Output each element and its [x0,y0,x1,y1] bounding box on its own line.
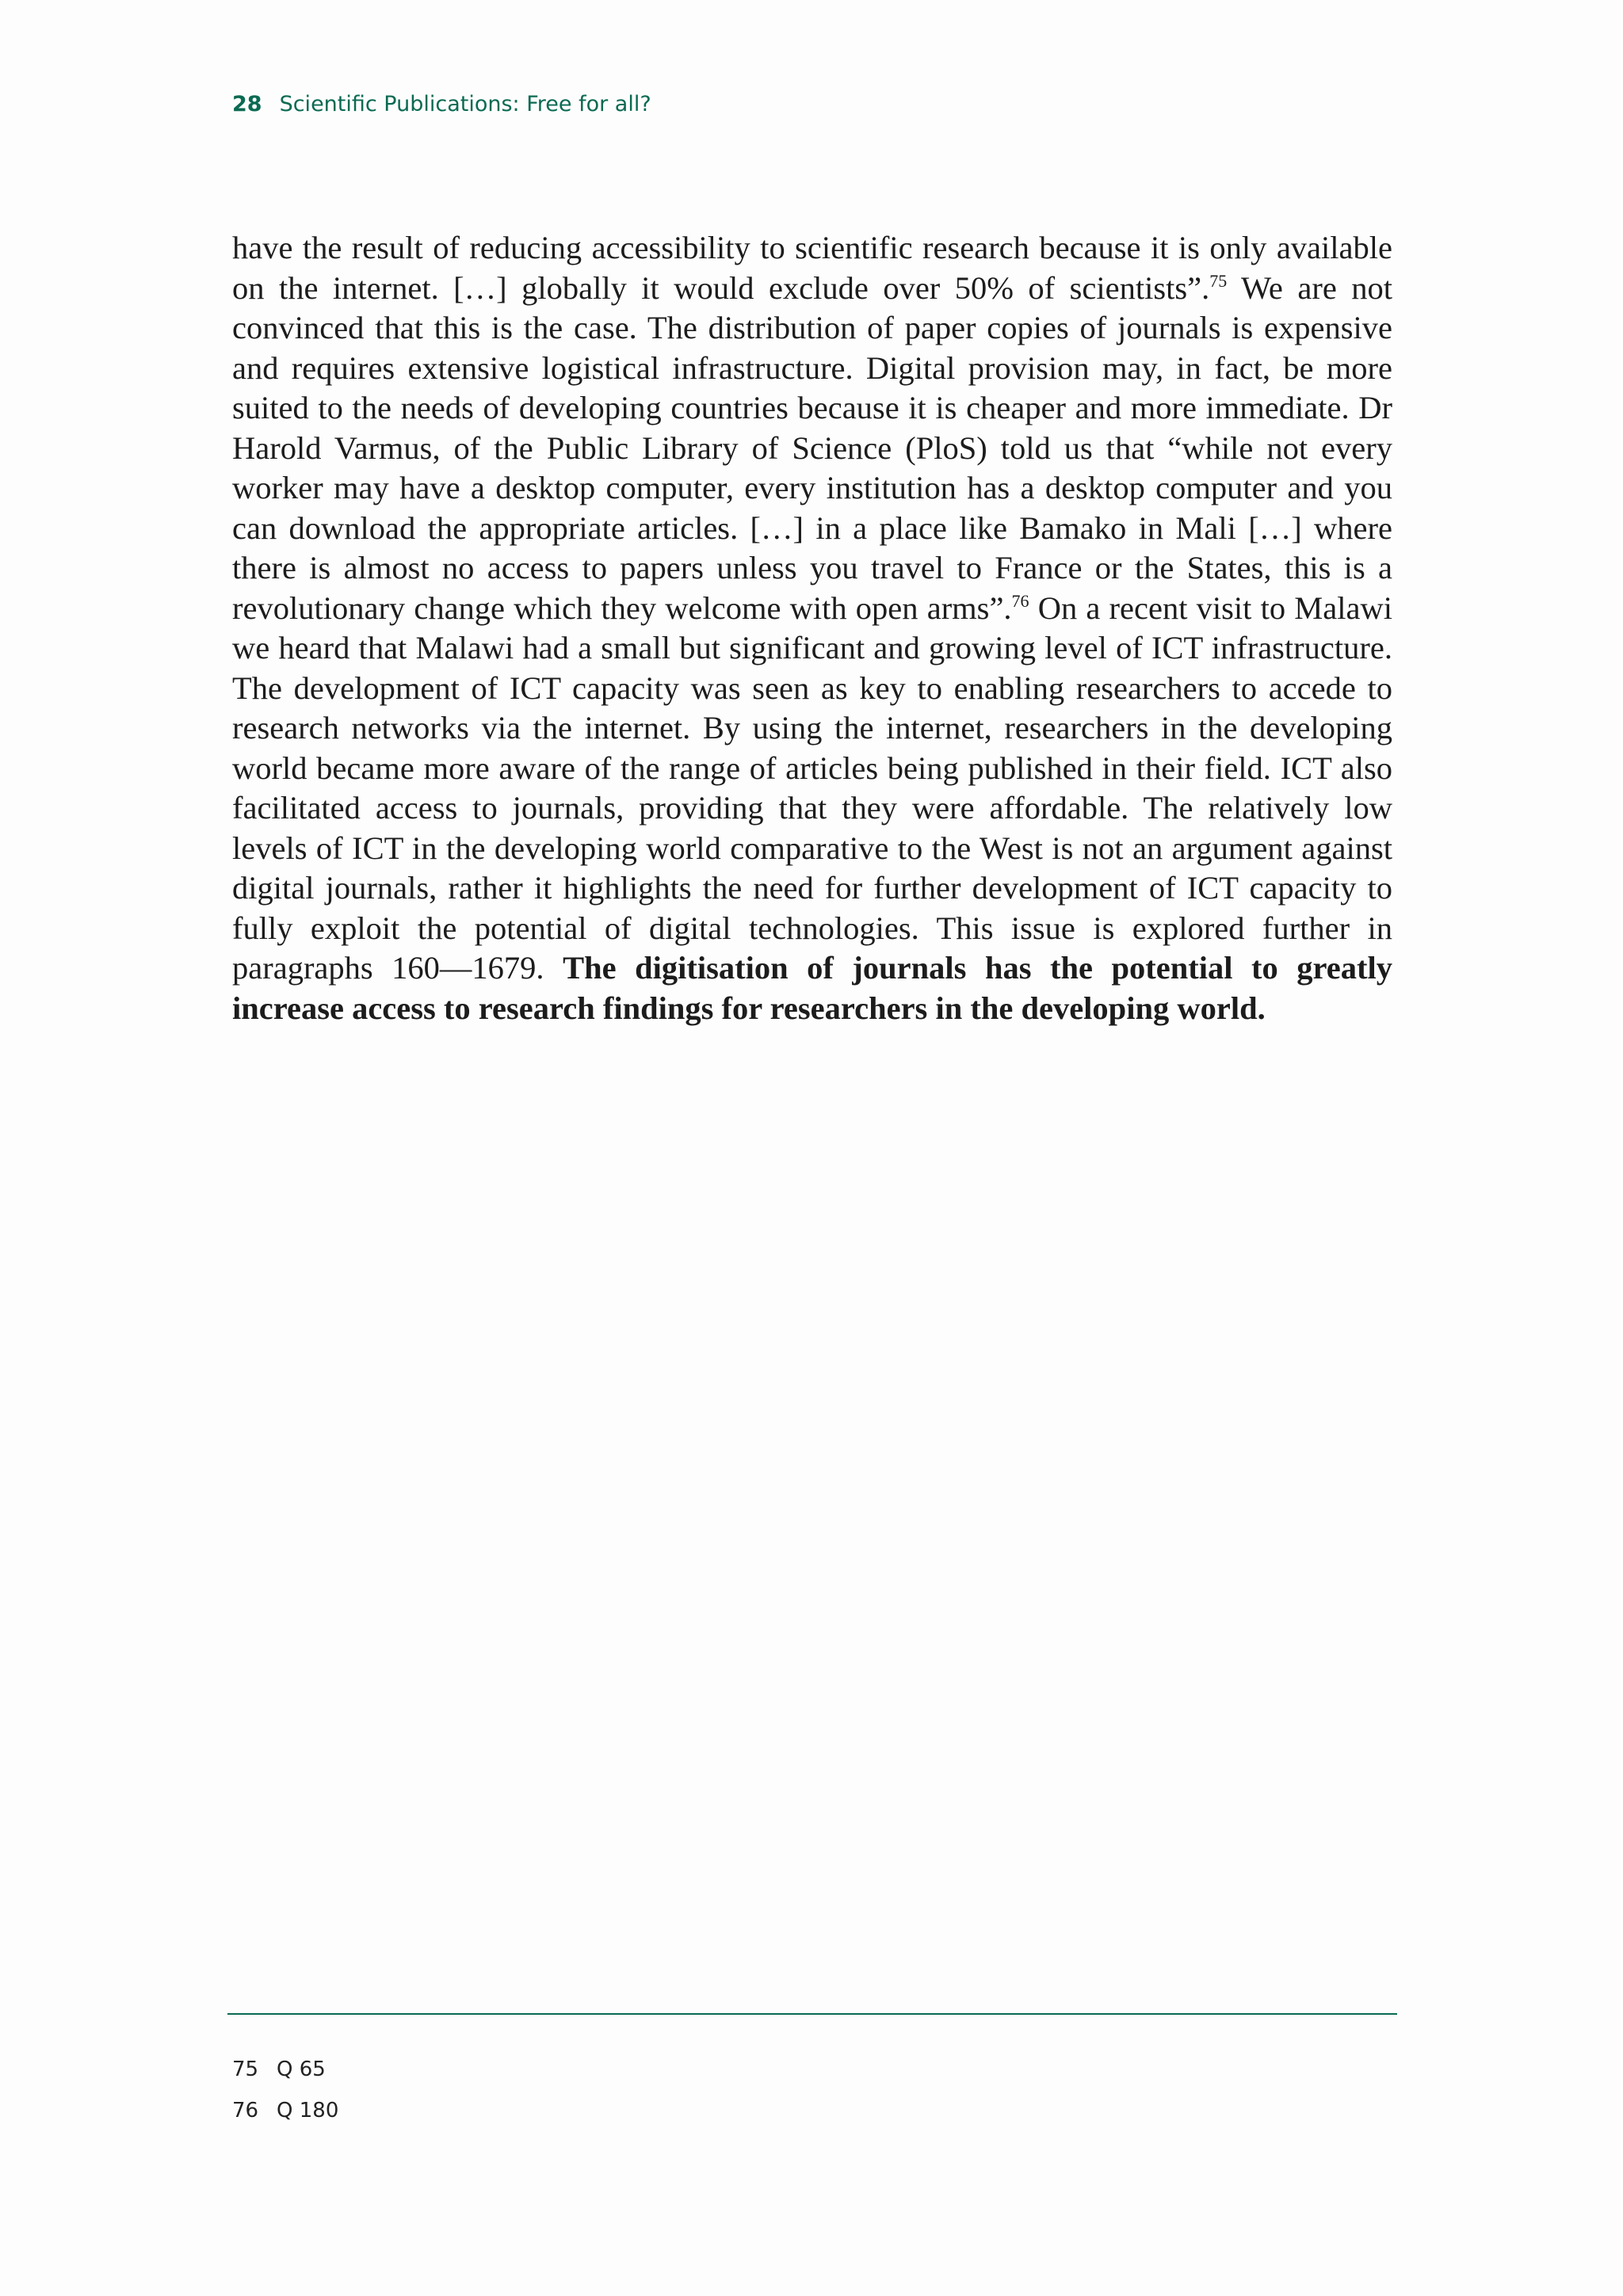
footnote [232,2057,338,2098]
paragraph-text-2: We are not convinced that this is the case. The distribution of paper copies of journals is expensive and requires extensive logistical infrastructure. Digital provision may, in fact, be more suited to the needs of developing countries because it is cheaper and more immediate. Dr Harold Varmus, of the Public Library of Science (PloS) told us that “while not every worker may have a desktop computer, every institution has a desktop computer and you can download the appropriate articles. […] in a place like Bamako in Mali […] where there is almost no access to papers unless you travel to France or the States, this is a revolutionary change which they welcome with open arms”. [232,269,1392,626]
page-number: 28 [232,92,262,116]
footnote [232,2098,338,2139]
footnote-number: 75 [232,2058,259,2081]
footnotes [232,2057,338,2139]
footnote-reference-75[interactable]: 75 [1209,270,1228,291]
footnote-reference-76[interactable]: 76 [1011,590,1029,611]
paragraph-text-1: have the result of reducing accessibility to scientific research because it is only available on the internet. […] globally it would exclude over 50% of scientists”. [232,230,1392,306]
footnote-number: 76 [232,2099,259,2122]
footnote-divider [227,2013,1397,2015]
body-paragraph [232,228,1392,1028]
footnote-text: Q 180 [277,2099,339,2122]
footnote-text: Q 65 [277,2058,326,2081]
conclusion-text: The digitisation of journals has the potential to greatly increase access to research findings for researchers in the developing world. [232,950,1392,1026]
paragraph-text-3: On a recent visit to Malawi we heard that Malawi had a small but significant and growing level of ICT infrastructure. The development of ICT capacity was seen as key to enabling researchers to accede to research networks via the internet. By using the internet, researchers in the developing world became more aware of the range of articles being published in their field. ICT also facilitated access to journals, providing that they were affordable. The relatively low levels of ICT in the developing world comparative to the West is not an argument against digital journals, rather it highlights the need for further development of ICT capacity to fully exploit the potential of digital technologies. This issue is explored further in paragraphs 160—1679. [232,589,1392,986]
running-header [232,92,651,116]
document-title: Scientific Publications: Free for all? [279,92,651,116]
